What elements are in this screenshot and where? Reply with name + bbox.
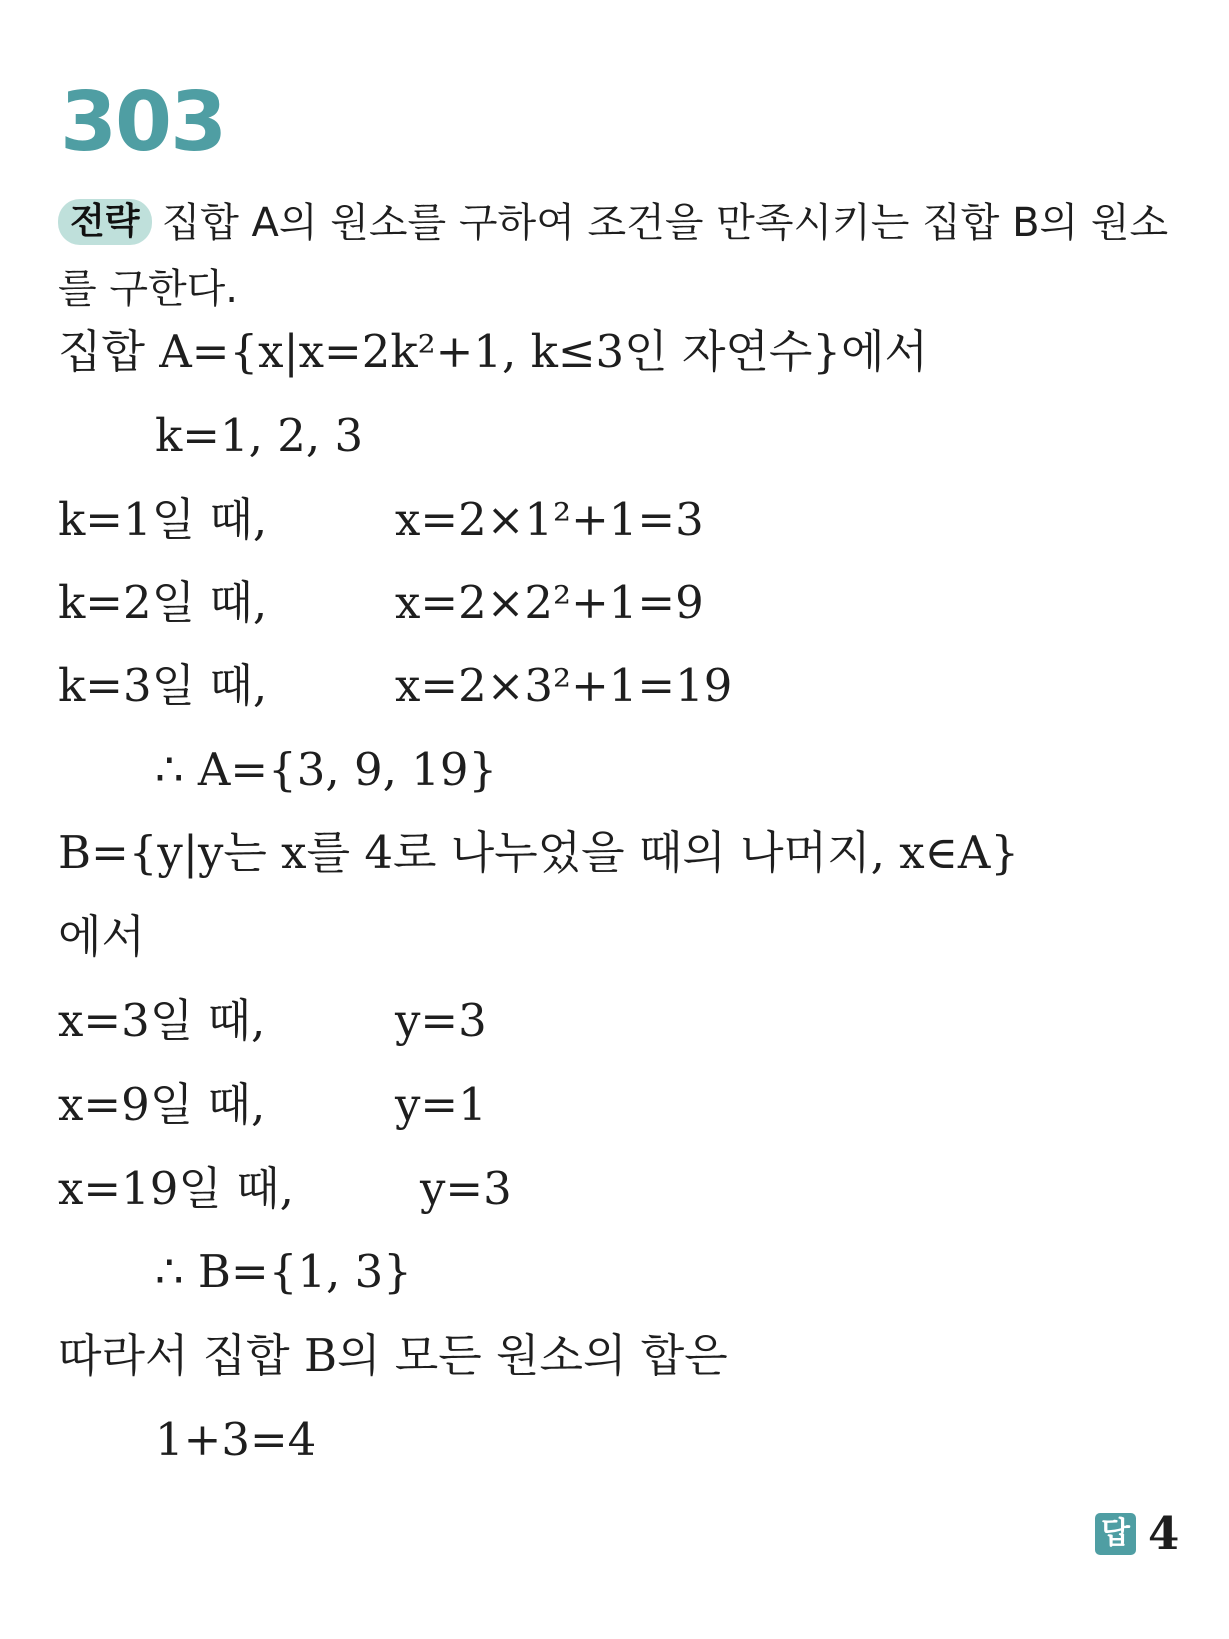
case-label: x=9일 때, — [58, 1078, 266, 1131]
strategy-badge: 전략 — [58, 199, 152, 245]
answer-badge: 답 — [1095, 1513, 1136, 1555]
case-label: k=1일 때, — [58, 493, 268, 546]
set-b-definition-cont: 에서 — [58, 910, 145, 963]
case-calc: x=2×2²+1=9 — [395, 576, 704, 629]
set-b-definition: B={y|y는 x를 4로 나누었을 때의 나머지, x∈A} — [58, 826, 1020, 879]
case-calc: y=3 — [395, 994, 487, 1047]
case-calc: y=1 — [395, 1078, 487, 1131]
case-label: k=3일 때, — [58, 659, 268, 712]
set-b-result: ∴ B={1, 3} — [155, 1245, 412, 1298]
case-label: k=2일 때, — [58, 576, 268, 629]
answer-value: 4 — [1147, 1507, 1180, 1560]
k-values: k=1, 2, 3 — [155, 409, 364, 462]
final-sum: 1+3=4 — [155, 1413, 317, 1466]
problem-number: 303 — [60, 75, 226, 170]
set-a-result: ∴ A={3, 9, 19} — [155, 743, 498, 796]
answer — [1095, 1504, 1179, 1564]
case-calc: x=2×1²+1=3 — [395, 493, 704, 546]
case-label: x=19일 때, — [58, 1162, 294, 1215]
strategy-text: 집합 A의 원소를 구하여 조건을 만족시키는 집합 B의 원소를 구한다. — [58, 200, 1169, 312]
case-calc: x=2×3²+1=19 — [395, 659, 733, 712]
conclusion-text: 따라서 집합 B의 모든 원소의 합은 — [58, 1329, 728, 1382]
case-calc: y=3 — [420, 1162, 512, 1215]
strategy-paragraph — [58, 190, 1198, 322]
set-a-definition: 집합 A={x|x=2k²+1, k≤3인 자연수}에서 — [58, 325, 928, 378]
case-label: x=3일 때, — [58, 994, 266, 1047]
